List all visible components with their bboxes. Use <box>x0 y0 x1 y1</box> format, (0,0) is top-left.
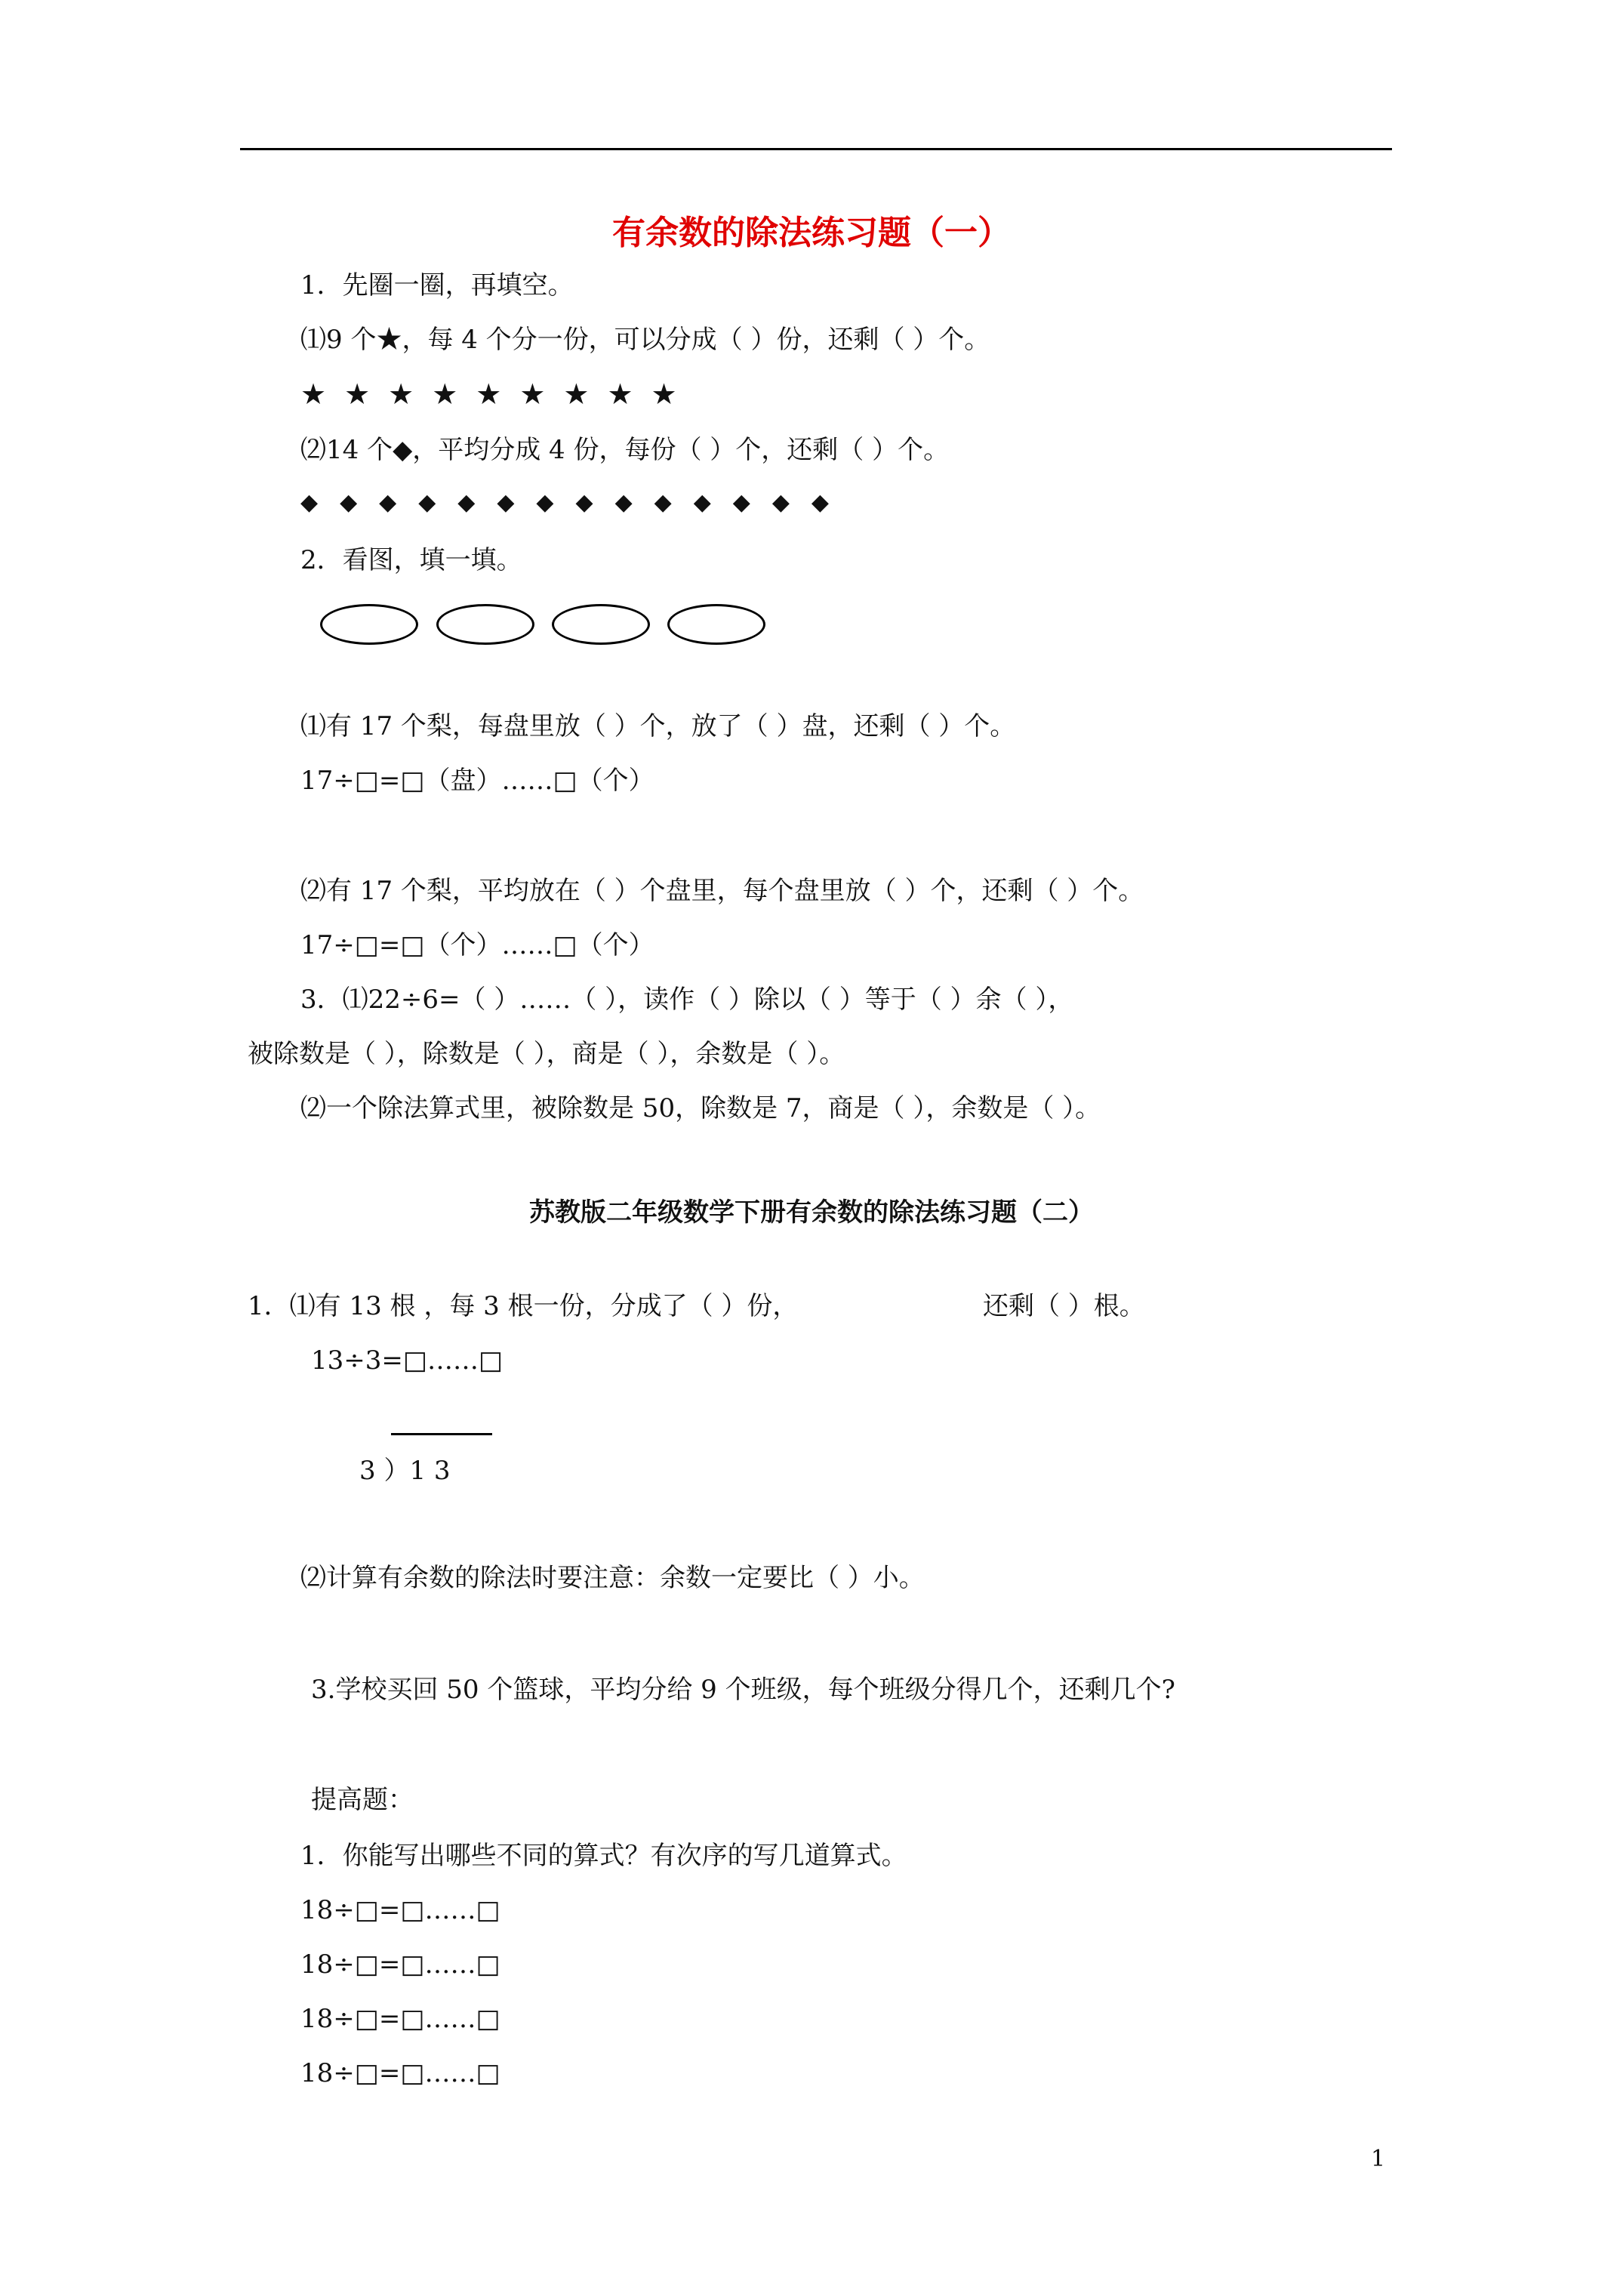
advanced-heading: 提高题： <box>311 1785 414 1815</box>
header-rule <box>240 148 1392 150</box>
plate-oval-3 <box>552 604 650 645</box>
q2-2-equation: 17÷□=□（个）……□（个） <box>300 930 654 960</box>
q2-1-equation: 17÷□=□（盘）……□（个） <box>300 766 654 796</box>
q1-heading: 1．先圈一圈，再填空。 <box>300 270 574 300</box>
q2-1-text: ⑴有 17 个梨，每盘里放（ ）个，放了（ ）盘，还剩（ ）个。 <box>300 711 1016 741</box>
advanced-q1-text: 1．你能写出哪些不同的算式？有次序的写几道算式。 <box>300 1841 907 1871</box>
advanced-equation-2: 18÷□=□……□ <box>300 1949 500 1980</box>
q1-1-text: ⑴9 个★，每 4 个分一份，可以分成（ ）份，还剩（ ）个。 <box>300 325 990 355</box>
p2-q3-text: 3.学校买回 50 个篮球，平均分给 9 个班级，每个班级分得几个，还剩几个? <box>311 1675 1175 1705</box>
diamond-row: ◆◆◆◆◆◆◆◆◆◆◆◆◆◆ <box>300 489 851 516</box>
p2-q1-equation: 13÷3=□……□ <box>311 1345 504 1376</box>
plate-oval-4 <box>667 604 765 645</box>
q3-2-text: ⑵一个除法算式里，被除数是 50，除数是 7，商是（ ），余数是（ ）。 <box>300 1093 1101 1123</box>
page-title: 有余数的除法练习题（一） <box>612 214 1011 252</box>
p2-q1-1-text-a: 1．⑴有 13 根 ，每 3 根一份，分成了（ ）份， <box>248 1291 799 1321</box>
long-division-bar <box>391 1433 492 1435</box>
star-row: ★★★★★★★★★ <box>300 378 695 411</box>
p2-q1-2-text: ⑵计算有余数的除法时要注意：余数一定要比（ ）小。 <box>300 1563 925 1593</box>
section-subtitle: 苏教版二年级数学下册有余数的除法练习题（二） <box>529 1197 1094 1228</box>
advanced-equation-3: 18÷□=□……□ <box>300 2004 500 2034</box>
q3-1-text-a: 3．⑴22÷6=（ ）……（ ），读作（ ）除以（ ）等于（ ）余（ ）， <box>300 985 1074 1015</box>
q3-1-text-b: 被除数是（ ），除数是（ ），商是（ ），余数是（ ）。 <box>248 1039 845 1069</box>
advanced-equation-4: 18÷□=□……□ <box>300 2058 500 2088</box>
q1-2-text: ⑵14 个◆，平均分成 4 份，每份（ ）个，还剩（ ）个。 <box>300 435 950 465</box>
advanced-equation-1: 18÷□=□……□ <box>300 1895 500 1925</box>
plate-oval-1 <box>320 604 418 645</box>
long-division: 3 ）1 3 <box>359 1456 451 1486</box>
page-number: 1 <box>1371 2146 1386 2172</box>
plate-oval-2 <box>436 604 534 645</box>
q2-2-text: ⑵有 17 个梨，平均放在（ ）个盘里，每个盘里放（ ）个，还剩（ ）个。 <box>300 876 1144 906</box>
p2-q1-1-text-b: 还剩（ ）根。 <box>983 1291 1145 1321</box>
q2-heading: 2．看图，填一填。 <box>300 545 522 575</box>
